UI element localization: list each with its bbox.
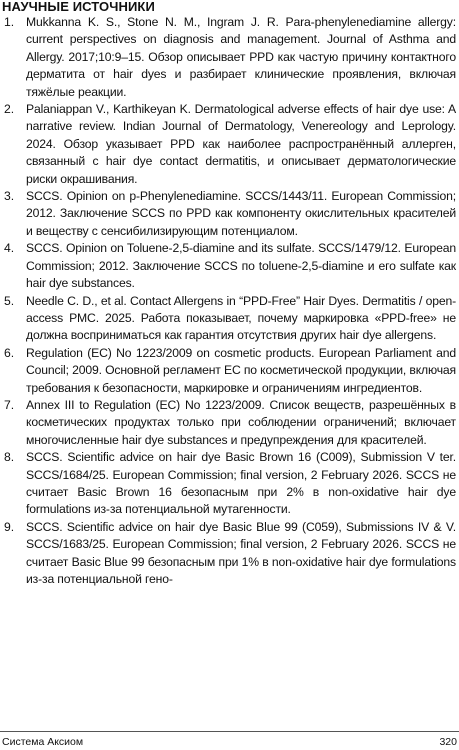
- reference-item: [0, 293, 456, 345]
- reference-text: SCCS. Opinion on Toluene-2,5-diamine and its sulfate. SCCS/1479/12. European Commission; 2012. Заключение SCCS по toluene-2,5-diamine и его sulfate как hair dye substances.: [26, 241, 456, 291]
- reference-number: 5.: [4, 293, 15, 308]
- reference-number: 7.: [4, 397, 15, 412]
- reference-text: Needle C. D., et al. Contact Allergens in “PPD-Free” Hair Dyes. Dermatitis / open-access PMC. 2025. Работа показывает, почему маркировка «PPD-free» не должна восприниматься как гарантия отсутствия других hair dye allergens.: [26, 293, 456, 343]
- reference-number: 8.: [4, 450, 15, 465]
- reference-text: SCCS. Scientific advice on hair dye Basic Blue 99 (C059), Submissions IV & V. SCCS/1683/25. European Commission; final version, 2 February 2026. SCCS не считает Basic Blue 99 безопасным при 1% в non-oxidative hair dye formulations из-за потенциальной гено-: [26, 519, 456, 586]
- page-number: 320: [439, 736, 457, 748]
- reference-text: Palaniappan V., Karthikeyan K. Dermatological adverse effects of hair dye use: A narrative review. Indian Journal of Dermatology, Venereology and Leprology. 2024. Обзор указывает PPD как наиболее распространённый аллерген, связанный с hair dye contact dermatitis, и описывает дерматологические риски окрашивания.: [26, 102, 456, 186]
- reference-item: [0, 345, 456, 397]
- reference-text: Mukkanna K. S., Stone N. M., Ingram J. R. Para-phenylenediamine allergy: current perspectives on diagnosis and management. Journal of Asthma and Allergy. 2017;10:9–15. Обзор описывает PPD как частую причину контактного дерматита от hair dyes и разбирает клинические проявления, включая тяжёлые реакции.: [26, 15, 456, 99]
- reference-text: SCCS. Opinion on p-Phenylenediamine. SCCS/1443/11. European Commission; 2012. Заключение SCCS по PPD как компоненту окислительных красителей и веществу с сенсибилизирующим потенциалом.: [26, 189, 456, 238]
- reference-number: 4.: [4, 241, 15, 256]
- reference-item: [0, 519, 456, 589]
- reference-text: SCCS. Scientific advice on hair dye Basic Brown 16 (C009), Submission V ter. SCCS/1684/25. European Commission; final version, 2 February 2026. SCCS не считает Basic Brown 16 безопасным при 2% в non-oxidative hair dye formulations из-за потенциальной мутагенности.: [26, 450, 456, 517]
- reference-number: 2.: [4, 102, 15, 117]
- reference-item: [0, 240, 456, 292]
- footer-publisher: Система Аксиом: [2, 736, 84, 748]
- reference-item: [0, 188, 456, 240]
- reference-number: 1.: [4, 15, 15, 29]
- reference-item: [0, 397, 456, 449]
- reference-number: 9.: [4, 519, 15, 534]
- section-heading: НАУЧНЫЕ ИСТОЧНИКИ: [2, 0, 155, 14]
- reference-item: [0, 14, 456, 101]
- reference-list: [0, 14, 456, 588]
- reference-number: 6.: [4, 345, 15, 360]
- reference-item: [0, 449, 456, 519]
- reference-item: [0, 101, 456, 188]
- reference-text: Regulation (EC) No 1223/2009 on cosmetic products. European Parliament and Council; 2009. Основной регламент ЕС по косметической продукции, включая требования к безопасности, маркировке и ограничениям ингредиентов.: [26, 345, 456, 395]
- reference-text: Annex III to Regulation (EC) No 1223/2009. Список веществ, разрешённых в косметических продуктах только при соблюдении ограничений; включает многочисленные hair dye substances и предупреждения для красителей.: [26, 397, 456, 447]
- reference-number: 3.: [4, 189, 15, 204]
- footer-divider: [0, 731, 459, 732]
